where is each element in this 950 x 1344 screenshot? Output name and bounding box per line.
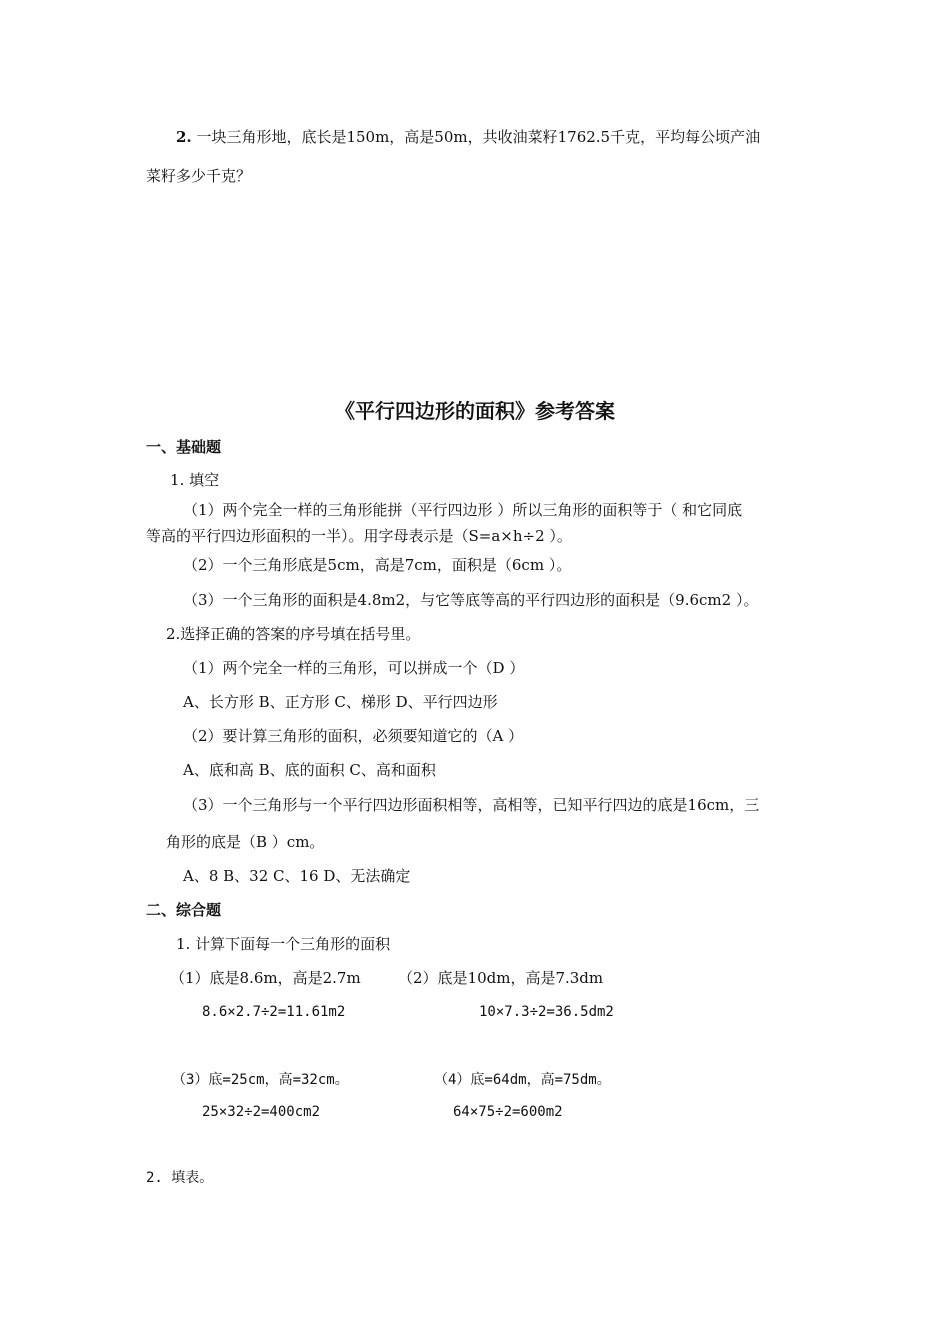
calc-4-given: （4）底=64dm，高=75dm。: [434, 1072, 611, 1088]
choice-label: 2.选择正确的答案的序号填在括号里。: [166, 625, 421, 643]
answer-title: 《平行四边形的面积》参考答案: [335, 399, 615, 423]
problem-2-text: 一块三角形地，底长是150m，高是50m，共收油菜籽1762.5千克，平均每公顷产油: [196, 128, 761, 146]
calc-3-work: 25×32÷2=400cm2: [202, 1104, 321, 1120]
problem-2-line-1: [176, 127, 760, 147]
calc-1-given: （1）底是8.6m，高是2.7m: [170, 969, 361, 987]
section-2-heading: 二、综合题: [146, 901, 222, 919]
choice-item-3-line-2: 角形的底是（B ）cm。: [166, 833, 325, 851]
choice-item-1: （1）两个完全一样的三角形，可以拼成一个（D ）: [183, 659, 525, 677]
fill-table-label: 2. 填表。: [146, 1170, 214, 1186]
fill-blank-item-1-line-1: （1）两个完全一样的三角形能拼（平行四边形 ）所以三角形的面积等于（ 和它同底: [183, 501, 743, 519]
calc-4-work: 64×75÷2=600m2: [453, 1104, 563, 1120]
calc-3-given: （3）底=25cm，高=32cm。: [172, 1072, 349, 1088]
choice-item-3-options: A、8 B、32 C、16 D、无法确定: [183, 867, 411, 885]
problem-2-line-2: 菜籽多少千克？: [146, 167, 252, 185]
choice-item-1-options: A、长方形 B、正方形 C、梯形 D、平行四边形: [183, 693, 498, 711]
fill-blank-item-1-line-2: 等高的平行四边形面积的一半）。用字母表示是（S=a×h÷2 ）。: [146, 527, 572, 545]
calc-2-work: 10×7.3÷2=36.5dm2: [479, 1004, 614, 1020]
fill-blank-label: 1. 填空: [170, 471, 220, 489]
choice-item-2-options: A、底和高 B、底的面积 C、高和面积: [183, 761, 436, 779]
calc-2-given: （2）底是10dm，高是7.3dm: [398, 969, 604, 987]
choice-item-3-line-1: （3）一个三角形与一个平行四边形面积相等，高相等，已知平行四边的底是16cm，三: [183, 796, 760, 814]
problem-2-number: 2.: [176, 128, 192, 146]
fill-blank-item-3: （3）一个三角形的面积是4.8m2，与它等底等高的平行四边形的面积是（9.6cm2 ）。: [183, 591, 759, 609]
choice-item-2: （2）要计算三角形的面积，必须要知道它的（A ）: [183, 727, 524, 745]
section-1-heading: 一、基础题: [146, 438, 222, 456]
calc-label: 1. 计算下面每一个三角形的面积: [176, 935, 391, 953]
calc-1-work: 8.6×2.7÷2=11.61m2: [202, 1004, 346, 1020]
fill-blank-item-2: （2）一个三角形底是5cm，高是7cm，面积是（6cm ）。: [183, 556, 572, 574]
